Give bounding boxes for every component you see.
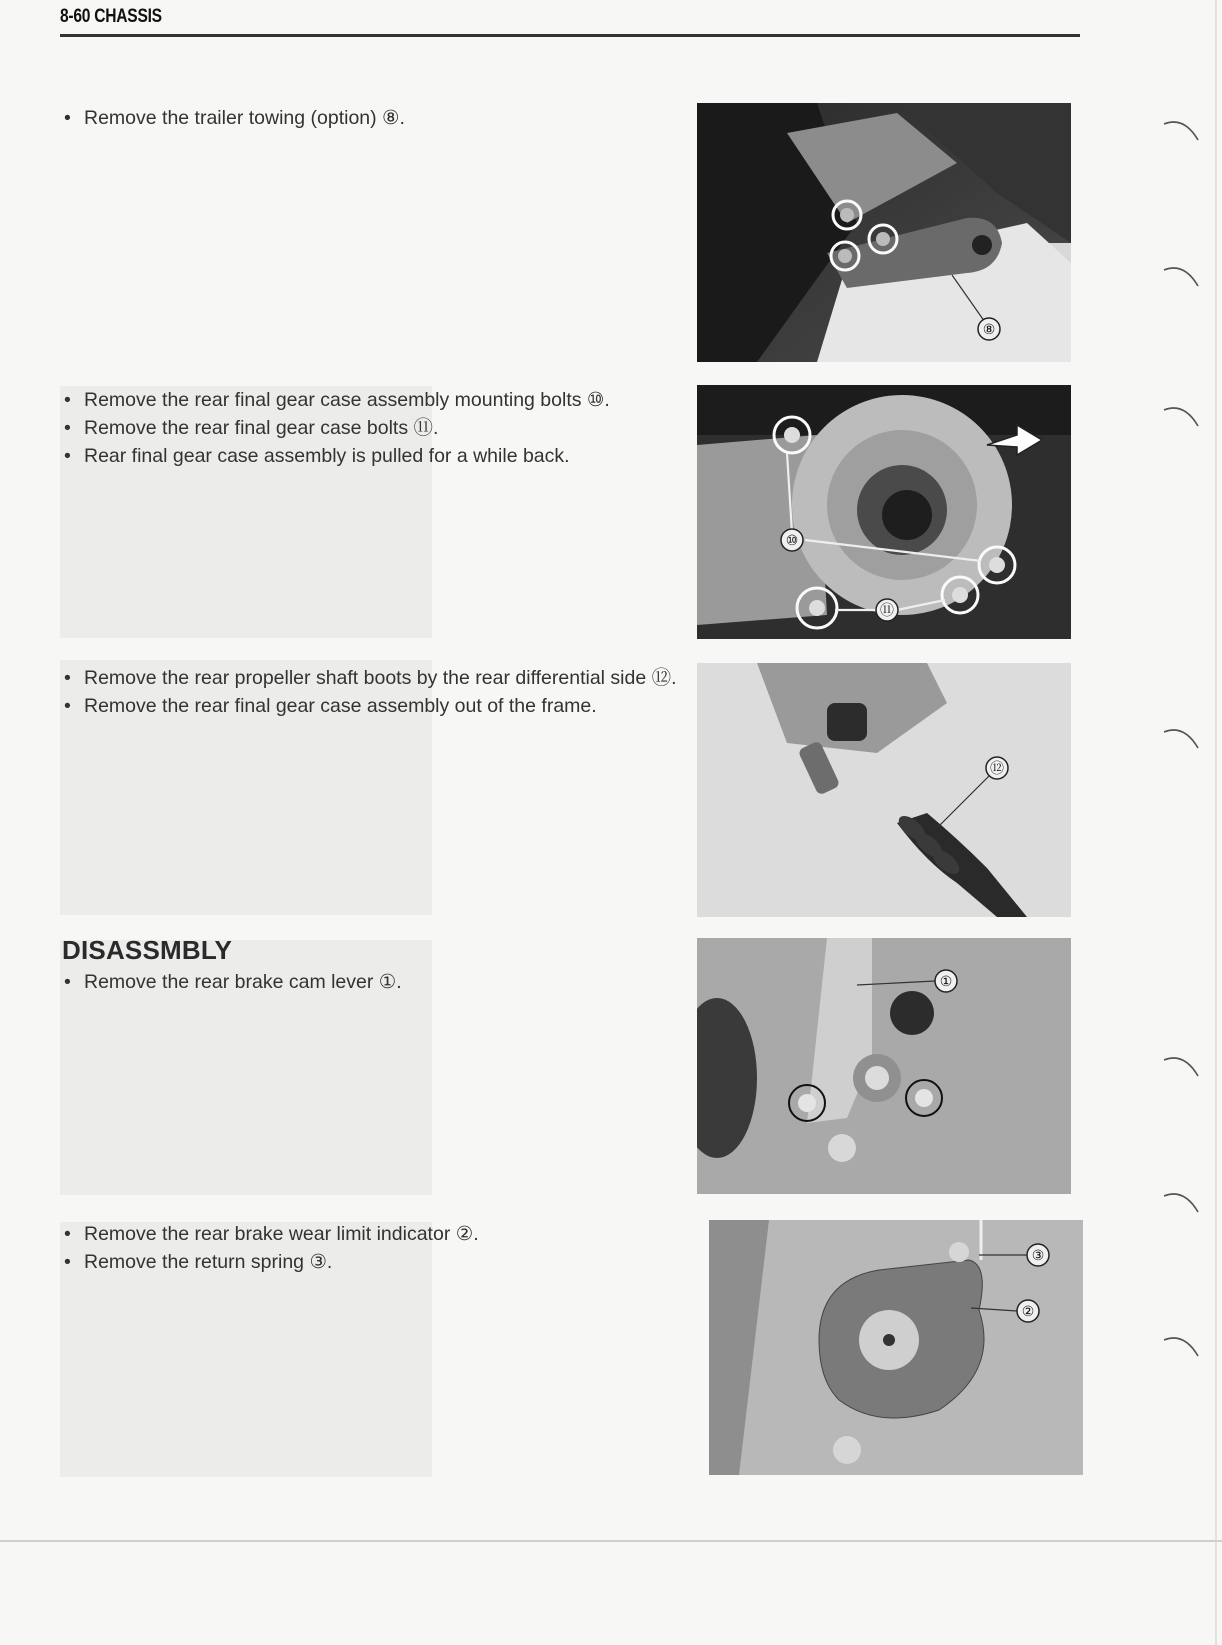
step-item: • Remove the rear final gear case assembly mounting bolts ⑩. [60, 386, 700, 414]
step-block-trailer [60, 104, 680, 132]
page-title: 8-60 CHASSIS [60, 6, 162, 27]
step-block-propeller [60, 664, 700, 720]
step-item: • Remove the rear brake wear limit indicator ②. [60, 1220, 680, 1248]
step-item: • Remove the rear final gear case assembly out of the frame. [60, 692, 700, 720]
callout-11-label: ⑪ [880, 602, 894, 618]
step-item: • Remove the trailer towing (option) ⑧. [60, 104, 680, 132]
photo-brake-cam-lever [697, 938, 1071, 1194]
photo-trailer-towing [697, 103, 1071, 362]
callout-10-label: ⑩ [785, 532, 799, 548]
binder-margin-marks [1160, 0, 1222, 1645]
callout-3-label: ③ [1031, 1247, 1045, 1263]
header-rule [60, 34, 1080, 37]
photo-propeller-boot [697, 663, 1071, 917]
callout-8-label: ⑧ [982, 321, 996, 337]
photo-wear-limit-indicator [709, 1220, 1083, 1475]
photo-brake-cam-lever-image [697, 938, 1071, 1194]
callout-12-label: ⑫ [990, 760, 1004, 776]
step-block-gear-case [60, 386, 700, 470]
photo-gear-case-bolts-image [697, 385, 1071, 639]
page-header [60, 6, 1080, 28]
footer-rule [0, 1540, 1222, 1542]
callout-1-label: ① [939, 973, 953, 989]
photo-trailer-towing-image [697, 103, 1071, 362]
step-item: • Remove the return spring ③. [60, 1248, 680, 1276]
photo-wear-limit-indicator-image [709, 1220, 1083, 1475]
section-heading-disassembly: DISASSMBLY [62, 935, 233, 965]
step-item: • Remove the rear propeller shaft boots by the rear differential side ⑫. [60, 664, 700, 692]
photo-gear-case-bolts [697, 385, 1071, 639]
step-item: • Rear final gear case assembly is pulled for a while back. [60, 442, 700, 470]
photo-propeller-boot-image [697, 663, 1071, 917]
step-item: • Remove the rear brake cam lever ①. [60, 968, 680, 996]
callout-2-label: ② [1021, 1303, 1035, 1319]
step-block-disassembly [60, 968, 680, 996]
step-block-wear-limit [60, 1220, 680, 1276]
step-item: • Remove the rear final gear case bolts ⑪. [60, 414, 700, 442]
